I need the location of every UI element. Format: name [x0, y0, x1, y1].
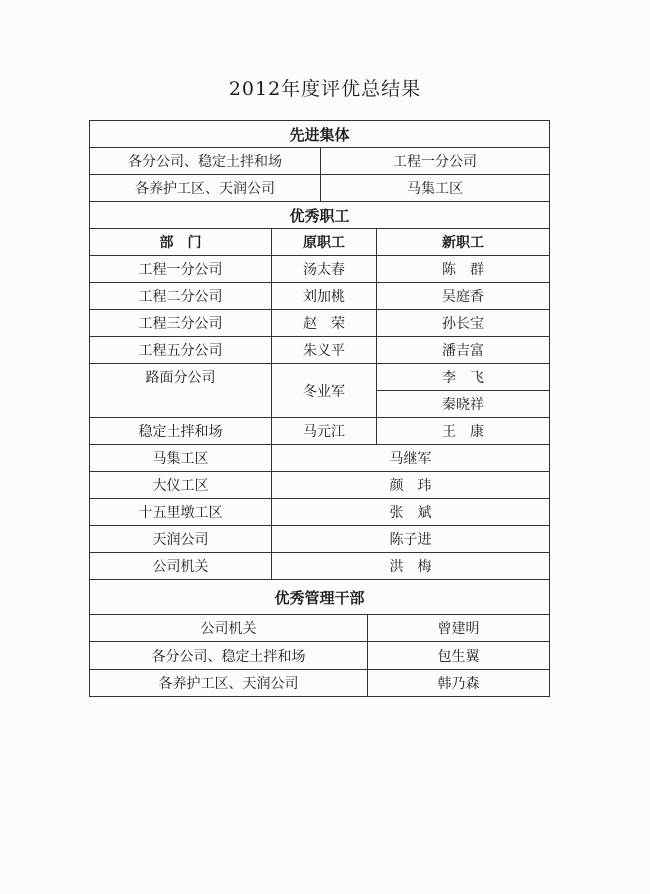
department-cell: 工程三分公司: [138, 316, 223, 332]
department-cell: 工程二分公司: [138, 289, 223, 305]
collective-unit-cell: 各养护工区、天润公司: [135, 181, 275, 197]
collective-winner-cell: 马集工区: [407, 181, 463, 197]
department-cell: 工程一分公司: [138, 262, 223, 278]
manager-unit-cell: 各分公司、稳定土拌和场: [151, 648, 306, 665]
section-heading-advanced-collective: 先进集体: [289, 125, 350, 144]
section-heading-excellent-staff: 优秀职工: [289, 206, 350, 225]
results-table: [89, 120, 550, 697]
new-staff-cell: 吴庭香: [442, 289, 484, 305]
original-staff-cell: 冬业军: [303, 383, 345, 400]
staff-cell: 洪 梅: [389, 559, 432, 575]
manager-name-cell: 韩乃森: [437, 676, 480, 692]
new-staff-cell: 陈 群: [442, 262, 484, 278]
new-staff-cell: 王 康: [442, 424, 484, 440]
original-staff-cell: 刘加桃: [303, 289, 345, 305]
department-cell: 大仪工区: [152, 478, 209, 494]
manager-name-cell: 曾建明: [437, 621, 480, 637]
new-staff-cell: 孙长宝: [442, 316, 484, 332]
collective-winner-cell: 工程一分公司: [393, 154, 477, 170]
column-header-department: 部 门: [159, 235, 202, 251]
new-staff-cell: 潘吉富: [442, 343, 484, 359]
manager-unit-cell: 各养护工区、天润公司: [158, 676, 299, 692]
department-cell: 十五里墩工区: [138, 505, 223, 521]
staff-cell: 马继军: [389, 451, 432, 467]
manager-name-cell: 包生翼: [437, 648, 480, 665]
collective-unit-cell: 各分公司、稳定土拌和场: [128, 154, 282, 170]
department-cell: 稳定土拌和场: [138, 424, 223, 440]
section-heading-excellent-managers: 优秀管理干部: [274, 588, 365, 607]
original-staff-cell: 汤太春: [303, 262, 345, 278]
original-staff-cell: 赵 荣: [303, 316, 345, 332]
staff-cell: 张 斌: [389, 505, 432, 521]
staff-cell: 陈子进: [389, 532, 432, 548]
original-staff-cell: 马元江: [303, 424, 345, 440]
column-header-new-staff: 新职工: [442, 235, 484, 251]
department-cell: 天润公司: [152, 532, 209, 548]
department-cell: 工程五分公司: [138, 343, 223, 359]
new-staff-cell: 秦晓祥: [442, 397, 484, 413]
column-header-original-staff: 原职工: [303, 235, 345, 251]
original-staff-cell: 朱义平: [303, 343, 345, 359]
department-cell: 公司机关: [152, 559, 209, 575]
new-staff-cell: 李 飞: [442, 370, 484, 386]
department-cell: 路面分公司: [145, 370, 216, 386]
manager-unit-cell: 公司机关: [200, 621, 257, 637]
page-title: 2012年度评优总结果: [228, 78, 422, 100]
staff-cell: 颜 玮: [389, 478, 432, 494]
department-cell: 马集工区: [152, 451, 209, 467]
